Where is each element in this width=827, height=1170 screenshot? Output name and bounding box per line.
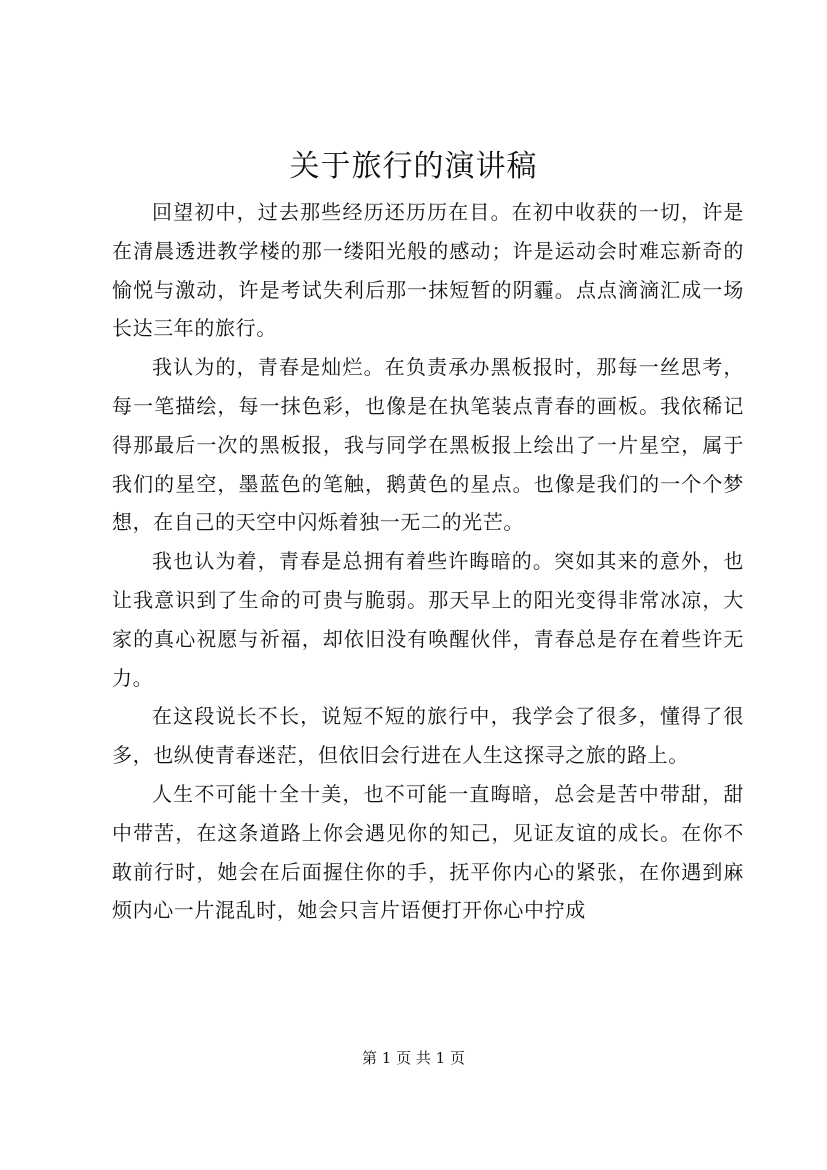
document-title: 关于旅行的演讲稿: [289, 149, 538, 184]
paragraph-3: 我也认为着，青春是总拥有着些许晦暗的。突如其来的意外，也让我意识到了生命的可贵与脆弱。那天早上的阳光变得非常冰凉，大家的真心祝愿与祈福，却依旧没有唤醒伙伴，青春总是存在着些许无力。: [112, 549, 744, 690]
paragraph-5: 人生不可能十全十美，也不可能一直晦暗，总会是苦中带甜，甜中带苦，在这条道路上你会遇见你的知己，见证友谊的成长。在你不敢前行时，她会在后面握住你的手，抚平你内心的紧张，在你遇到麻烦内心一片混乱时，她会只言片语便打开你心中拧成: [112, 781, 744, 923]
paragraph-4: 在这段说长不长，说短不短的旅行中，我学会了很多，懂得了很多，也纵使青春迷茫，但依旧会行进在人生这探寻之旅的路上。: [112, 704, 744, 768]
paragraph-1: 回望初中，过去那些经历还历历在目。在初中收获的一切，许是在清晨透进教学楼的那一缕阳光般的感动；许是运动会时难忘新奇的愉悦与激动，许是考试失利后那一抹短暂的阴霾。点点滴滴汇成一场长达三年的旅行。: [112, 200, 744, 341]
page-number-footer: 第 1 页 共 1 页: [362, 1049, 465, 1067]
paragraph-2: 我认为的，青春是灿烂。在负责承办黑板报时，那每一丝思考，每一笔描绘，每一抹色彩，也像是在执笔装点青春的画板。我依稀记得那最后一次的黑板报，我与同学在黑板报上绘出了一片星空，属于我们的星空，墨蓝色的笔触，鹅黄色的星点。也像是我们的一个个梦想，在自己的天空中闪烁着独一无二的光芒。: [112, 355, 744, 535]
document-body: [112, 193, 744, 930]
